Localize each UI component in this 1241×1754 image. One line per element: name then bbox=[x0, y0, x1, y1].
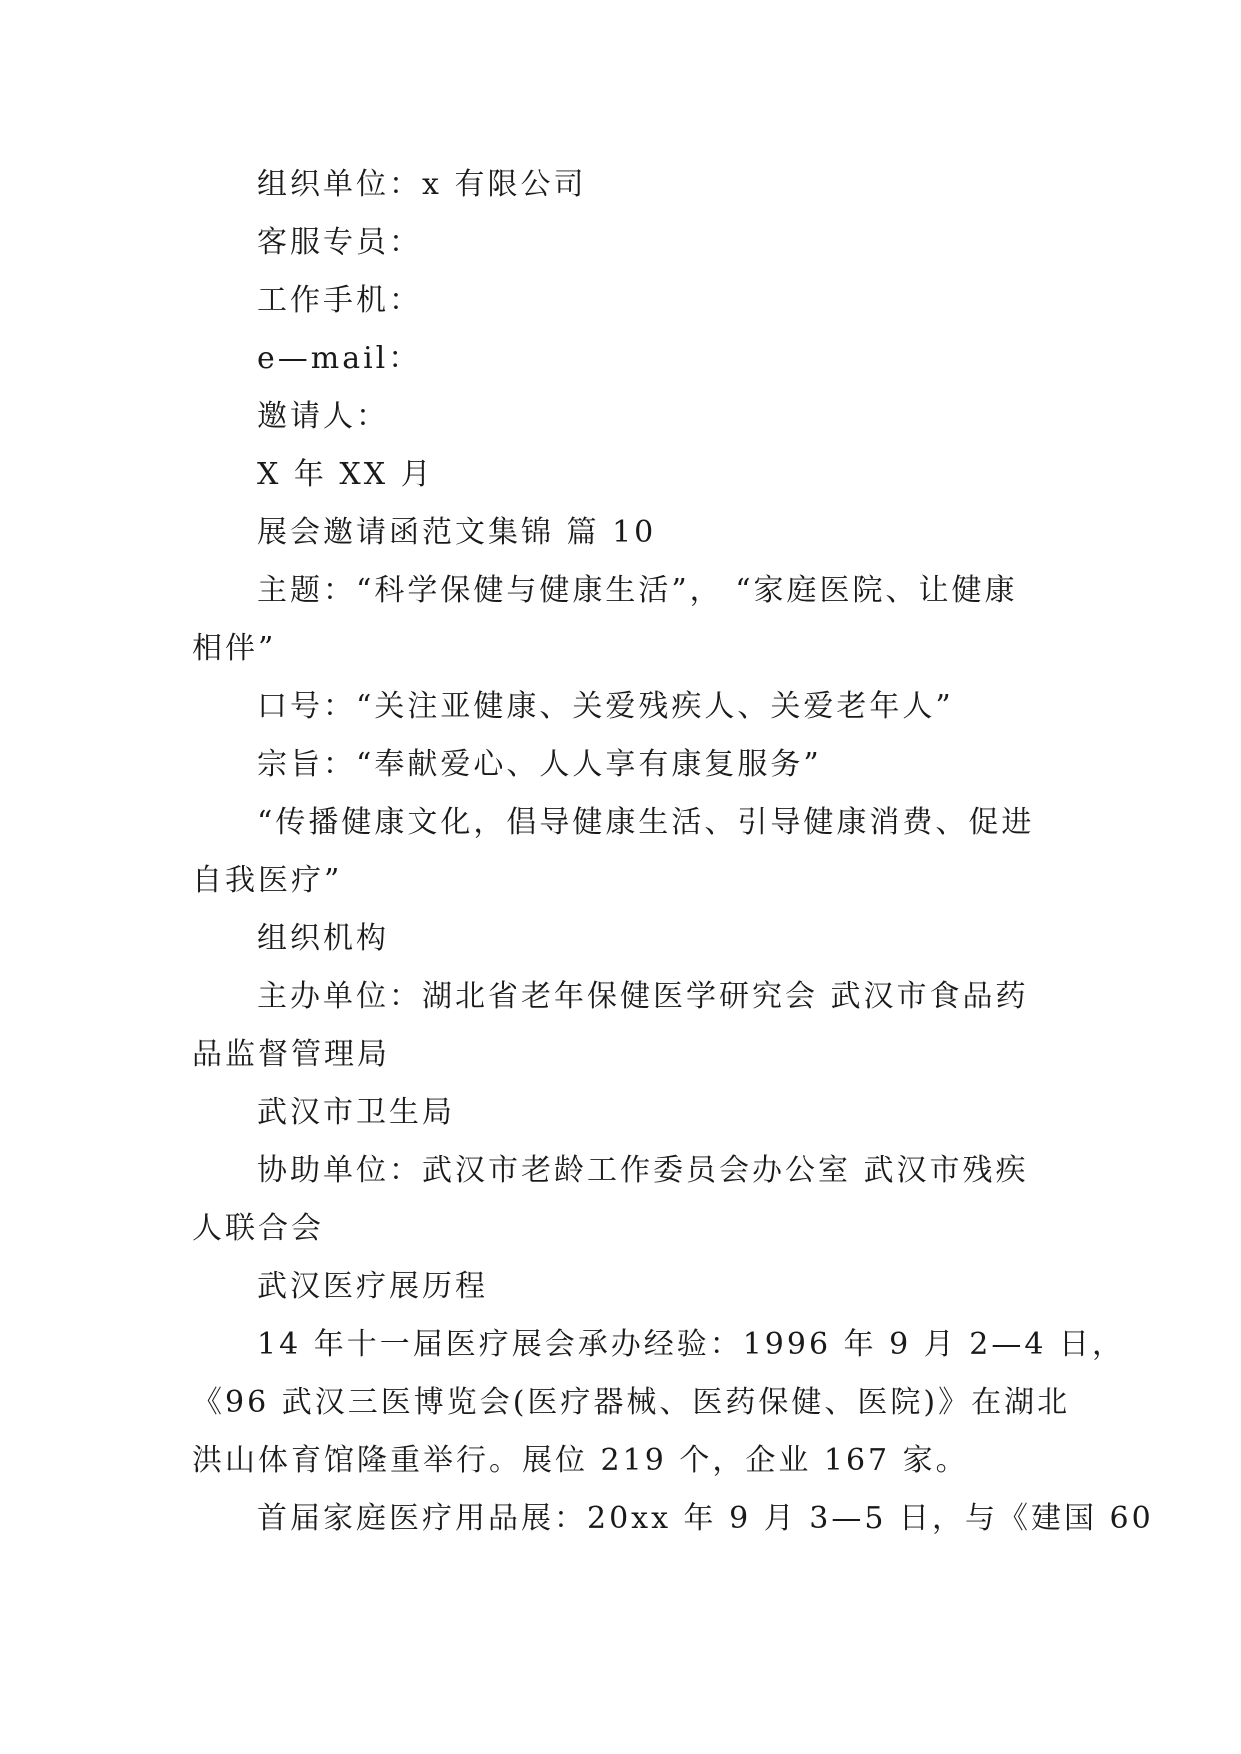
history-paragraph-line-2: 《96 武汉三医博览会(医疗器械、医药保健、医院)》在湖北 bbox=[192, 1385, 1071, 1420]
host-line-continued: 品监督管理局 bbox=[192, 1037, 390, 1072]
organizer-line: 组织单位：x 有限公司 bbox=[257, 167, 587, 202]
purpose-quote-continued: 自我医疗” bbox=[192, 863, 343, 898]
inviter-line: 邀请人： bbox=[257, 399, 389, 434]
organization-heading: 组织机构 bbox=[257, 921, 389, 956]
section-heading: 展会邀请函范文集锦 篇 10 bbox=[257, 515, 657, 550]
theme-line-continued: 相伴” bbox=[192, 631, 277, 666]
co-organizer-line: 协助单位：武汉市老龄工作委员会办公室 武汉市残疾 bbox=[257, 1153, 1029, 1188]
history-paragraph-line-3: 洪山体育馆隆重举行。展位 219 个，企业 167 家。 bbox=[192, 1443, 969, 1478]
health-bureau-line: 武汉市卫生局 bbox=[257, 1095, 455, 1130]
history-heading: 武汉医疗展历程 bbox=[257, 1269, 488, 1304]
slogan-line: 口号：“关注亚健康、关爱残疾人、关爱老年人” bbox=[257, 689, 954, 724]
date-line: X 年 XX 月 bbox=[257, 457, 434, 492]
host-line: 主办单位：湖北省老年保健医学研究会 武汉市食品药 bbox=[257, 979, 1029, 1014]
history-paragraph-line-1: 14 年十一届医疗展会承办经验：1996 年 9 月 2—4 日， bbox=[257, 1327, 1125, 1362]
first-exhibition-line: 首届家庭医疗用品展：20xx 年 9 月 3—5 日，与《建国 60 bbox=[257, 1501, 1154, 1536]
theme-line: 主题：“科学保健与健康生活”， “家庭医院、让健康 bbox=[257, 573, 1018, 608]
email-line: e—mail： bbox=[257, 341, 422, 376]
work-phone-line: 工作手机： bbox=[257, 283, 422, 318]
co-organizer-continued: 人联合会 bbox=[192, 1211, 324, 1246]
purpose-line: 宗旨：“奉献爱心、人人享有康复服务” bbox=[257, 747, 822, 782]
customer-service-line: 客服专员： bbox=[257, 225, 422, 260]
purpose-quote-line: “传播健康文化，倡导健康生活、引导健康消费、促进 bbox=[257, 805, 1035, 840]
